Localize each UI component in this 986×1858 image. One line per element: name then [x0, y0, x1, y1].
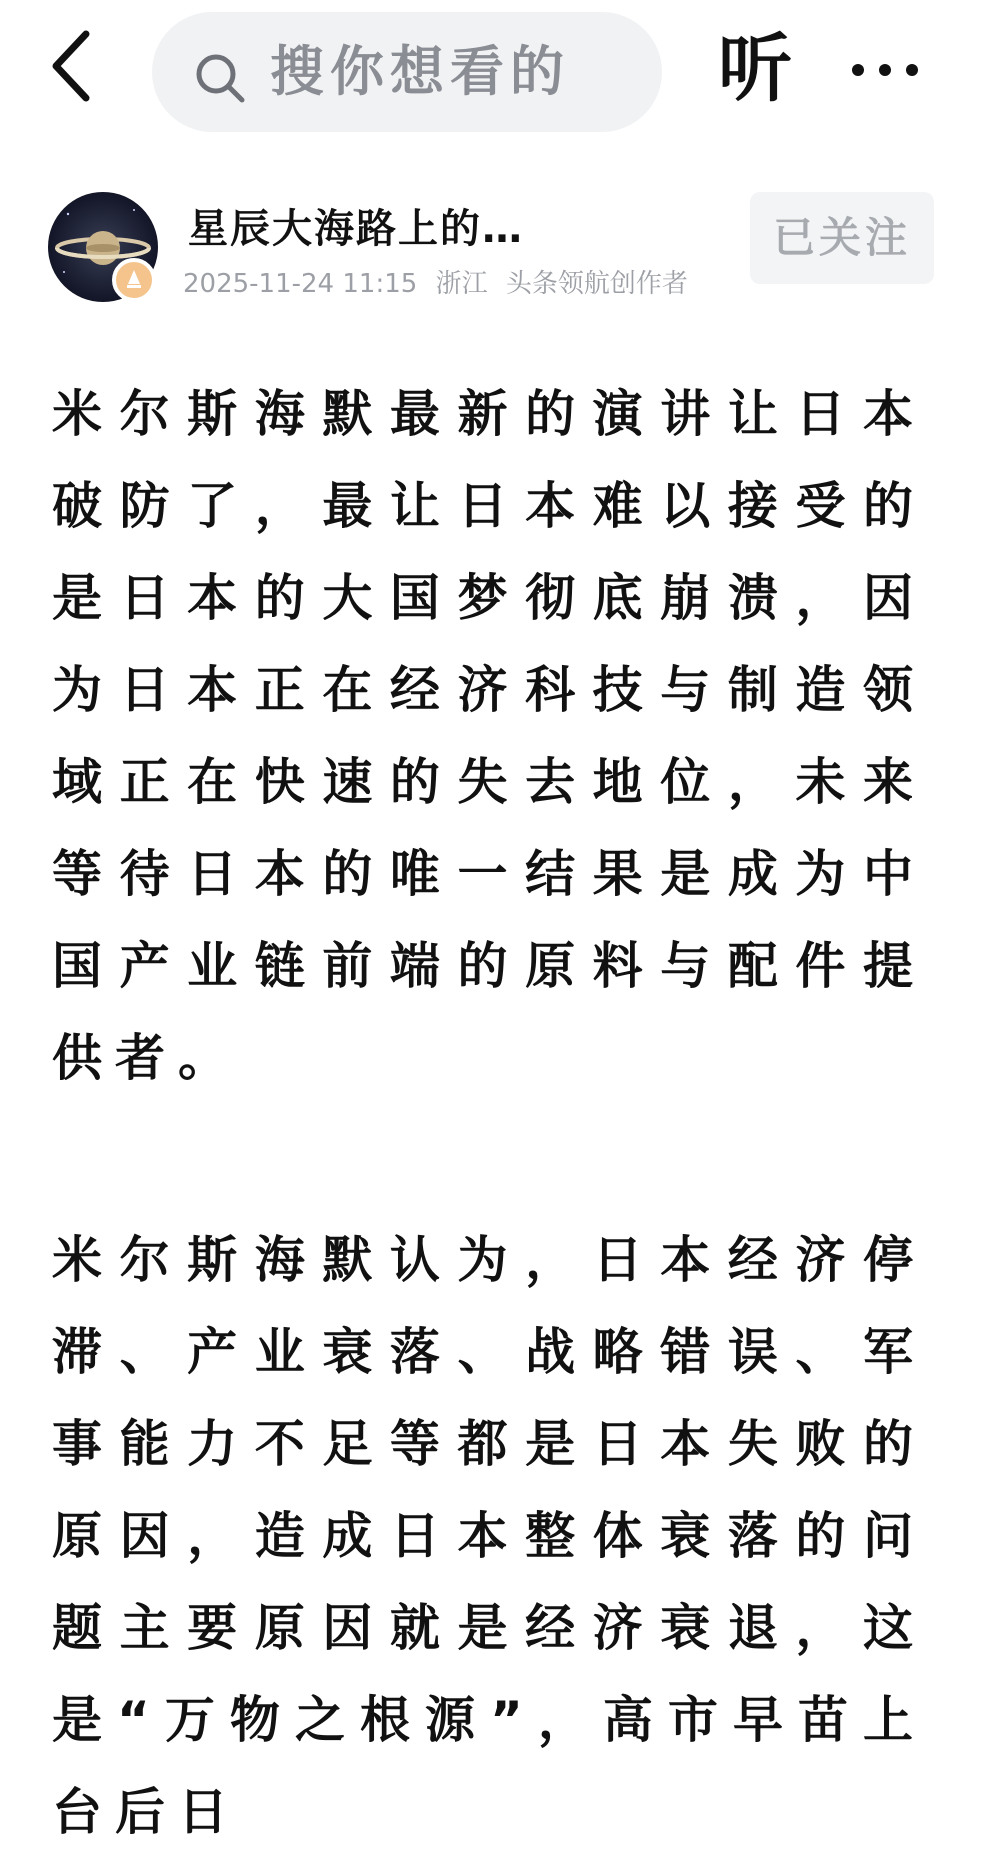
- chevron-left-icon: [48, 28, 108, 108]
- listen-button[interactable]: 听: [718, 26, 792, 112]
- publish-location: 浙江: [435, 269, 488, 299]
- article-paragraph: 米尔斯海默认为，日本经济停滞、产业衰落、战略错误、军事能力不足等都是日本失败的原因，造成日本整体衰落的问题主要原因就是经济衰退，这是“万物之根源”，高市早苗上台后日: [52, 1231, 926, 1841]
- search-placeholder: 搜你想看的: [270, 40, 570, 103]
- creator-badge-icon: [112, 258, 156, 302]
- more-button[interactable]: [848, 58, 922, 82]
- more-horizontal-icon: [852, 64, 864, 76]
- publish-date: 2025-11-24 11:15: [183, 269, 418, 299]
- follow-button[interactable]: 已关注: [750, 192, 934, 284]
- author-name[interactable]: 星辰大海路上的…: [188, 206, 524, 252]
- more-horizontal-icon-dot: [879, 64, 891, 76]
- back-button[interactable]: [48, 28, 108, 108]
- author-header: [0, 190, 986, 320]
- top-bar: [0, 0, 986, 145]
- author-meta: [183, 266, 698, 302]
- more-horizontal-icon-dot: [906, 64, 918, 76]
- search-input[interactable]: [152, 12, 662, 132]
- search-icon: [192, 50, 248, 106]
- article-body: [52, 368, 926, 1858]
- author-title: 头条领航创作者: [505, 269, 688, 299]
- article-paragraph: 米尔斯海默最新的演讲让日本破防了，最让日本难以接受的是日本的大国梦彻底崩溃，因为日本正在经济科技与制造领域正在快速的失去地位，未来等待日本的唯一结果是成为中国产业链前端的原料与配件提供者。: [52, 385, 926, 1087]
